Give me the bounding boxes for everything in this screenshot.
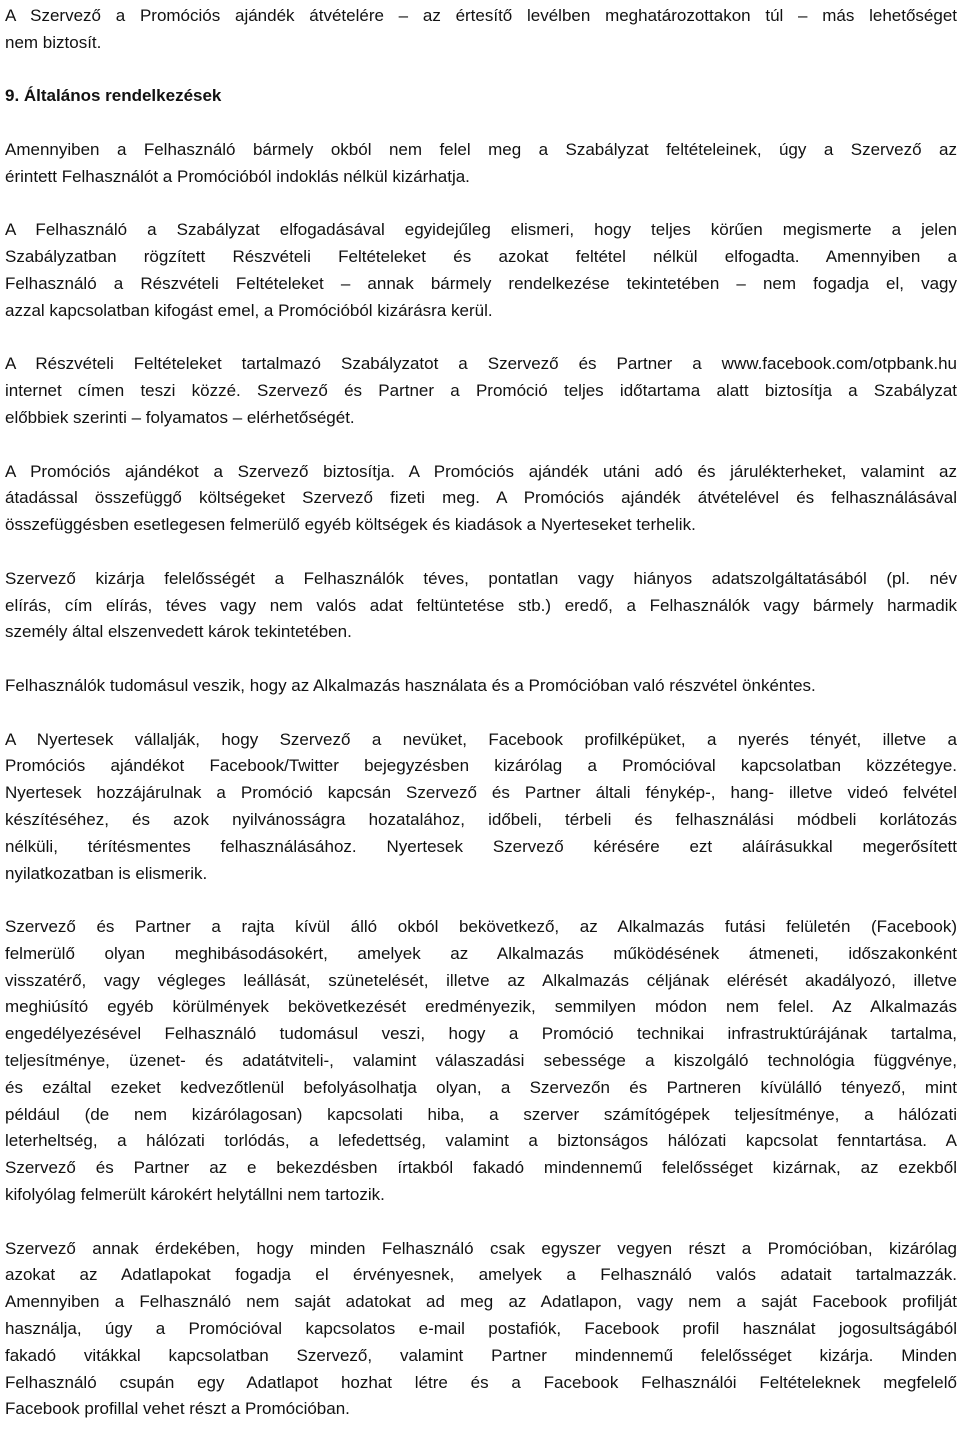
text-line: Felhasználó csupán egy Adatlapot hozhat létre és a Facebook Felhasználói Feltételeknek megfelelő: [5, 1372, 957, 1392]
text-line: internet címen teszi közzé. Szervező és Partner a Promóció teljes időtartama alatt biztosítja a Szabályzat: [5, 381, 957, 401]
paragraph-2: [5, 217, 957, 324]
paragraph-4: [5, 459, 957, 539]
text-line: Amennyiben a Felhasználó bármely okból nem felel meg a Szabályzat feltételeinek, úgy a Szervező az: [5, 139, 957, 159]
text-line: Felhasználók tudomásul veszik, hogy az Alkalmazás használata és a Promócióban való részvétel önkéntes.: [5, 675, 816, 695]
text-line: például (de nem kizárólagosan) kapcsolati hiba, a szerver számítógépek teljesítménye, a hálózati: [5, 1104, 957, 1124]
text-line: A Felhasználó a Szabályzat elfogadásával egyidejűleg elismeri, hogy teljes körűen megismerte a jelen: [5, 220, 957, 240]
spacer: [5, 539, 957, 566]
text-line: nem biztosít.: [5, 32, 102, 52]
text-line: Szervező annak érdekében, hogy minden Felhasználó csak egyszer vegyen részt a Promócióban, kizárólag: [5, 1238, 957, 1258]
spacer: [5, 57, 957, 84]
spacer: [5, 700, 957, 727]
text-line: A Részvételi Feltételeket tartalmazó Szabályzatot a Szervező és Partner a www.facebook.com/otpbank.hu: [5, 354, 957, 374]
text-line: visszatérő, vagy végleges leállását, szünetelését, illetve az Alkalmazás céljának elérését akadályozó, illetve: [5, 970, 957, 990]
text-line: nélküli, térítésmentes felhasználásához. Nyertesek Szervező kérésére ezt aláírásukkal megerősített: [5, 836, 957, 856]
spacer: [5, 325, 957, 352]
text-line: és ezáltal ezeket kedvezőtlenül befolyásolhatja olyan, a Szervezőn és Partneren kívülálló tényező, mint: [5, 1077, 957, 1097]
text-line: A Promóciós ajándékot a Szervező biztosítja. A Promóciós ajándék utáni adó és járulékterheket, valamint az: [5, 461, 957, 481]
text-line: teljesítménye, üzenet- és adatátviteli-, valamint válaszadási sebessége a kiszolgáló technológia függvénye,: [5, 1051, 957, 1071]
section-heading: 9. Általános rendelkezések: [5, 86, 222, 106]
text-line: engedélyezésével Felhasználó tudomásul veszi, hogy a Promóció technikai infrastruktúrájának tartalma,: [5, 1024, 957, 1044]
text-line: leterheltség, a hálózati torlódás, a lefedettség, valamint a biztonságos hálózati kapcsolat fenntartása. A: [5, 1131, 957, 1151]
spacer: [5, 1209, 957, 1236]
text-line: átadással összefüggő költségeket Szervező fizeti meg. A Promóciós ajándék átvételével és felhasználásával: [5, 488, 957, 508]
text-line: Nyertesek hozzájárulnak a Promóció kapcsán Szervező és Partner általi fénykép-, hang- illetve videó felvétel: [5, 783, 957, 803]
spacer: [5, 432, 957, 459]
text-line: azokat az Adatlapokat fogadja el érvényesnek, amelyek a Felhasználó valós adatait tartalmazzák.: [5, 1265, 957, 1285]
paragraph-3: [5, 351, 957, 431]
text-line: előbbiek szerinti – folyamatos – elérhetőségét.: [5, 407, 355, 427]
text-line: érintett Felhasználót a Promócióból indoklás nélkül kizárhatja.: [5, 166, 470, 186]
text-line: Felhasználó a Részvételi Feltételeket – annak bármely rendelkezése tekintetében – nem fogadja el, vagy: [5, 273, 957, 293]
spacer: [5, 887, 957, 914]
text-line: személy által elszenvedett károk tekintetében.: [5, 622, 352, 642]
spacer: [5, 646, 957, 673]
paragraph-7: [5, 727, 957, 888]
text-line: elírás, cím elírás, téves vagy nem valós adat feltüntetése stb.) eredő, a Felhasználók vagy bármely harmadik: [5, 595, 957, 615]
text-line: összefüggésben esetlegesen felmerülő egyéb költségek és kiadások a Nyerteseket terhelik.: [5, 515, 696, 535]
text-line: Szervező kizárja felelősségét a Felhasználók téves, pontatlan vagy hiányos adatszolgáltatásából (pl. név: [5, 568, 957, 588]
text-line: meghiúsító egyéb körülmények bekövetkezését eredményezik, semmilyen módon nem felel. Az Alkalmazás: [5, 997, 957, 1017]
paragraph-6: [5, 673, 957, 700]
text-line: Facebook profillal vehet részt a Promócióban.: [5, 1399, 350, 1419]
text-line: kifolyólag felmerült károkért helytállni nem tartozik.: [5, 1185, 385, 1205]
text-line: Promóciós ajándékot Facebook/Twitter bejegyzésben kizárólag a Promócióval kapcsolatban közzétegye.: [5, 756, 957, 776]
document-page: [5, 3, 957, 1423]
text-line: A Szervező a Promóciós ajándék átvételére – az értesítő levélben meghatározottakon túl – más lehetőséget: [5, 6, 957, 25]
text-line: készítéséhez, és azok nyilvánosságra hozatalához, időbeli, térbeli és felhasználási módbeli korlátozás: [5, 809, 957, 829]
spacer: [5, 191, 957, 218]
paragraph-1: [5, 137, 957, 191]
paragraph-intro: [5, 3, 957, 57]
text-line: Szervező és Partner a rajta kívül álló okból bekövetkező, az Alkalmazás futási felületén (Facebook): [5, 917, 957, 937]
paragraph-8: [5, 914, 957, 1209]
text-line: használja, úgy a Promócióval kapcsolatos e-mail postafiók, Facebook profil használat jogosultságából: [5, 1319, 957, 1339]
text-line: Szabályzatban rögzített Részvételi Feltételeket és azokat feltétel nélkül elfogadta. Amennyiben a: [5, 247, 957, 267]
text-line: Amennyiben a Felhasználó nem saját adatokat ad meg az Adatlapon, vagy nem a saját Facebook profilját: [5, 1292, 957, 1312]
text-line: azzal kapcsolatban kifogást emel, a Promócióból kizárásra kerül.: [5, 300, 493, 320]
text-line: Szervező és Partner az e bekezdésben írtakból fakadó mindennemű felelősséget kizárnak, az ezekből: [5, 1158, 957, 1178]
spacer: [5, 110, 957, 137]
text-line: A Nyertesek vállalják, hogy Szervező a nevüket, Facebook profilképüket, a nyerés tényét, illetve a: [5, 729, 957, 749]
text-line: felmerülő olyan meghibásodásokért, amelyek az Alkalmazás működésének átmeneti, időszakonként: [5, 943, 957, 963]
text-line: nyilatkozatban is elismerik.: [5, 863, 208, 883]
text-line: fakadó vitákkal kapcsolatban Szervező, valamint Partner mindennemű felelősséget kizárja. Minden: [5, 1345, 957, 1365]
paragraph-9: [5, 1236, 957, 1424]
paragraph-5: [5, 566, 957, 646]
